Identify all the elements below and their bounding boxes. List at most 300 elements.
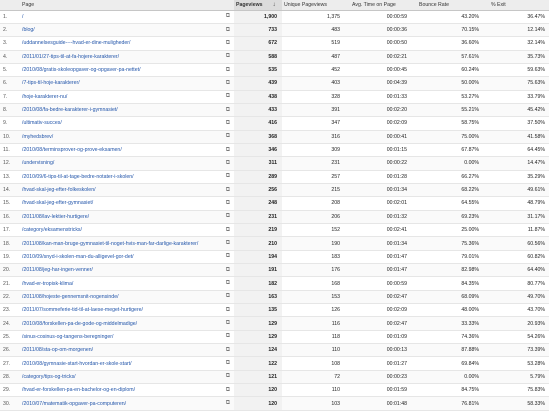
unique-pageviews-value: 72	[282, 370, 350, 383]
page-cell	[20, 344, 220, 357]
exit-value: 41.58%	[489, 130, 549, 143]
external-link-icon[interactable]: ⧉	[225, 320, 230, 327]
avg-time-value: 00:00:41	[350, 130, 417, 143]
link-cell	[220, 237, 234, 250]
pageviews-value: 231	[234, 210, 282, 223]
row-index: 21.	[0, 277, 20, 290]
exit-value: 49.61%	[489, 183, 549, 196]
pageviews-value: 129	[234, 330, 282, 343]
pageviews-value: 120	[234, 397, 282, 410]
external-link-icon[interactable]: ⧉	[225, 333, 230, 340]
page-cell	[20, 384, 220, 397]
unique-pageviews-value: 328	[282, 90, 350, 103]
external-link-icon[interactable]: ⧉	[225, 39, 230, 46]
bounce-rate-value: 75.36%	[417, 237, 489, 250]
unique-pageviews-value: 190	[282, 237, 350, 250]
page-cell	[20, 197, 220, 210]
bounce-rate-value: 84.35%	[417, 277, 489, 290]
row-index: 2.	[0, 23, 20, 36]
page-link[interactable]: /2010/08/gratis-skoleopgaver-og-opgaver-pa-nettet/	[22, 67, 141, 74]
pageviews-value: 210	[234, 237, 282, 250]
exit-value: 33.79%	[489, 90, 549, 103]
page-cell	[20, 143, 220, 156]
table-row	[0, 237, 549, 250]
exit-value: 36.47%	[489, 10, 549, 23]
external-link-icon[interactable]: ⧉	[225, 360, 230, 367]
page-cell	[20, 183, 220, 196]
pageviews-value: 163	[234, 290, 282, 303]
table-row	[0, 264, 549, 277]
row-index: 11.	[0, 143, 20, 156]
external-link-icon[interactable]: ⧉	[225, 159, 230, 166]
unique-pageviews-value: 183	[282, 250, 350, 263]
page-link[interactable]: /2011/01/27-tips-til-at-fa-hojere-karakterer/	[22, 53, 120, 60]
exit-value: 75.83%	[489, 384, 549, 397]
exit-value: 48.79%	[489, 197, 549, 210]
table-row	[0, 370, 549, 383]
external-link-icon[interactable]: ⧉	[225, 93, 230, 100]
avg-time-value: 00:01:34	[350, 183, 417, 196]
bounce-rate-value: 87.88%	[417, 344, 489, 357]
exit-header-label: % Exit	[491, 1, 506, 8]
pageviews-value: 672	[234, 37, 282, 50]
avg-time-value: 00:02:47	[350, 290, 417, 303]
table-row	[0, 23, 549, 36]
external-link-icon[interactable]: ⧉	[225, 293, 230, 300]
link-cell	[220, 50, 234, 63]
page-link[interactable]: /undervisning/	[22, 160, 55, 167]
pageviews-header[interactable]	[234, 0, 282, 10]
external-link-icon[interactable]: ⧉	[225, 119, 230, 126]
external-link-icon[interactable]: ⧉	[225, 386, 230, 393]
page-link[interactable]: /2011/08/lav-lektier-hurtigere/	[22, 213, 90, 220]
bounce-rate-value: 75.00%	[417, 130, 489, 143]
bounce-rate-header[interactable]	[417, 0, 489, 10]
page-cell	[20, 250, 220, 263]
pageviews-value: 129	[234, 317, 282, 330]
pageviews-value: 439	[234, 77, 282, 90]
bounce-rate-value: 74.36%	[417, 330, 489, 343]
page-cell	[20, 117, 220, 130]
avg-time-value: 00:00:13	[350, 344, 417, 357]
table-row	[0, 317, 549, 330]
unique-pageviews-value: 208	[282, 197, 350, 210]
bounce-rate-value: 33.33%	[417, 317, 489, 330]
page-link[interactable]: /2010/09/snyd-i-skolen-man-du-alligevel-gor-det/	[22, 253, 134, 260]
exit-value: 5.79%	[489, 370, 549, 383]
exit-value: 64.45%	[489, 143, 549, 156]
avg-time-value: 00:01:47	[350, 250, 417, 263]
page-link[interactable]: /2010/08/gymnasie-start-hvordan-er-skole-start/	[22, 360, 132, 367]
pageviews-value: 289	[234, 170, 282, 183]
bounce-rate-value: 68.22%	[417, 183, 489, 196]
link-cell	[220, 197, 234, 210]
exit-value: 59.63%	[489, 63, 549, 76]
row-index: 18.	[0, 237, 20, 250]
external-link-icon[interactable]: ⧉	[225, 199, 230, 206]
bounce-rate-value: 67.87%	[417, 143, 489, 156]
page-cell	[20, 304, 220, 317]
row-index: 12.	[0, 157, 20, 170]
bounce-rate-value: 69.84%	[417, 357, 489, 370]
exit-value: 45.42%	[489, 103, 549, 116]
pageviews-value: 122	[234, 357, 282, 370]
external-link-icon[interactable]: ⧉	[225, 106, 230, 113]
row-index: 24.	[0, 317, 20, 330]
page-cell	[20, 277, 220, 290]
bounce-rate-value: 84.75%	[417, 384, 489, 397]
page-cell	[20, 90, 220, 103]
table-row	[0, 10, 549, 23]
page-cell	[20, 23, 220, 36]
pageviews-value: 416	[234, 117, 282, 130]
row-index: 7.	[0, 90, 20, 103]
link-cell	[220, 370, 234, 383]
row-index: 25.	[0, 330, 20, 343]
external-link-icon[interactable]: ⧉	[225, 26, 230, 33]
page-link[interactable]: /myhedsbrev/	[22, 133, 54, 140]
page-cell	[20, 77, 220, 90]
link-cell	[220, 23, 234, 36]
page-cell	[20, 224, 220, 237]
row-index: 8.	[0, 103, 20, 116]
bounce-rate-value: 36.60%	[417, 37, 489, 50]
link-cell	[220, 143, 234, 156]
exit-value: 60.56%	[489, 237, 549, 250]
exit-value: 14.47%	[489, 157, 549, 170]
external-link-icon[interactable]: ⧉	[225, 373, 230, 380]
avg-time-value: 00:02:09	[350, 304, 417, 317]
link-cell	[220, 344, 234, 357]
link-cell	[220, 330, 234, 343]
row-index: 19.	[0, 250, 20, 263]
row-index: 15.	[0, 197, 20, 210]
external-link-icon[interactable]: ⧉	[225, 266, 230, 273]
row-index: 16.	[0, 210, 20, 223]
sort-descending-icon[interactable]: ↓	[272, 1, 276, 8]
external-link-icon[interactable]: ⧉	[225, 146, 230, 153]
exit-value: 43.70%	[489, 304, 549, 317]
exit-value: 35.29%	[489, 170, 549, 183]
exit-value: 49.70%	[489, 290, 549, 303]
avg-time-value: 00:02:47	[350, 317, 417, 330]
page-cell	[20, 264, 220, 277]
row-index: 28.	[0, 370, 20, 383]
table-row	[0, 384, 549, 397]
external-link-icon[interactable]: ⧉	[225, 253, 230, 260]
bounce-rate-value: 68.09%	[417, 290, 489, 303]
pageviews-value: 368	[234, 130, 282, 143]
exit-value: 58.33%	[489, 397, 549, 410]
pageviews-header-label: Pageviews	[236, 1, 263, 8]
unique-pageviews-value: 316	[282, 130, 350, 143]
page-link[interactable]: /2011/08/hojeste-gennemsnit-nogensinde/	[22, 293, 119, 300]
unique-pageviews-value: 347	[282, 117, 350, 130]
table-row	[0, 183, 549, 196]
unique-pageviews-value: 215	[282, 183, 350, 196]
external-link-icon[interactable]: ⧉	[225, 306, 230, 313]
page-cell	[20, 317, 220, 330]
bounce-rate-value: 79.01%	[417, 250, 489, 263]
page-link[interactable]: /2010/08/terminsprover-og-prove-eksamen/	[22, 147, 122, 154]
pageviews-value: 248	[234, 197, 282, 210]
row-index: 1.	[0, 10, 20, 23]
unique-pageviews-value: 309	[282, 143, 350, 156]
exit-value: 54.26%	[489, 330, 549, 343]
row-index: 23.	[0, 304, 20, 317]
table-row	[0, 397, 549, 410]
pageviews-value: 433	[234, 103, 282, 116]
page-link[interactable]: /2010/08/fa-bedre-karakterer-i-gymnasiet/	[22, 107, 118, 114]
table-row	[0, 90, 549, 103]
avg-time-value: 00:00:50	[350, 37, 417, 50]
table-row	[0, 250, 549, 263]
table-row	[0, 103, 549, 116]
bounce-rate-value: 64.55%	[417, 197, 489, 210]
page-link[interactable]: /sinus-cosinus-og-tangens-beregninger/	[22, 333, 114, 340]
pageviews-value: 191	[234, 264, 282, 277]
table-row	[0, 157, 549, 170]
exit-value: 80.77%	[489, 277, 549, 290]
avg-time-value: 00:01:34	[350, 237, 417, 250]
page-link[interactable]: /category/eksamenstricks/	[22, 227, 82, 234]
pageviews-value: 1,900	[234, 10, 282, 23]
unique-pageviews-value: 257	[282, 170, 350, 183]
avg-time-value: 00:01:28	[350, 170, 417, 183]
external-link-icon[interactable]: ⧉	[225, 13, 230, 20]
page-cell	[20, 10, 220, 23]
page-cell	[20, 330, 220, 343]
pageviews-value: 194	[234, 250, 282, 263]
page-link[interactable]: /2010/09/6-tips-til-at-tage-bedre-notater-i-skolen/	[22, 173, 134, 180]
avg-time-value: 00:02:20	[350, 103, 417, 116]
exit-header[interactable]	[489, 0, 549, 10]
unique-pageviews-value: 1,375	[282, 10, 350, 23]
page-cell	[20, 130, 220, 143]
page-cell	[20, 170, 220, 183]
exit-value: 37.50%	[489, 117, 549, 130]
unique-pageviews-value: 152	[282, 224, 350, 237]
page-cell	[20, 210, 220, 223]
bounce-rate-value: 25.00%	[417, 224, 489, 237]
page-link[interactable]: /2011/07/sommeferie-tid-til-at-laese-meget-hurtigere/	[22, 307, 143, 314]
link-cell	[220, 384, 234, 397]
exit-value: 75.63%	[489, 77, 549, 90]
external-link-icon[interactable]: ⧉	[225, 173, 230, 180]
page-link[interactable]: /hoje-karakterer-nu/	[22, 93, 68, 100]
unique-pageviews-value: 103	[282, 397, 350, 410]
unique-pageviews-value: 108	[282, 357, 350, 370]
link-cell	[220, 397, 234, 410]
bounce-rate-value: 70.15%	[417, 23, 489, 36]
link-cell	[220, 103, 234, 116]
unique-pageviews-value: 153	[282, 290, 350, 303]
pageviews-value: 535	[234, 63, 282, 76]
bounce-rate-value: 48.00%	[417, 304, 489, 317]
row-index: 14.	[0, 183, 20, 196]
bounce-rate-value: 0.00%	[417, 157, 489, 170]
table-row	[0, 117, 549, 130]
bounce-rate-value: 82.98%	[417, 264, 489, 277]
unique-pageviews-value: 110	[282, 344, 350, 357]
page-cell	[20, 397, 220, 410]
bounce-rate-value: 76.81%	[417, 397, 489, 410]
link-cell	[220, 250, 234, 263]
bounce-rate-value: 69.23%	[417, 210, 489, 223]
page-link[interactable]: /2011/08/sta-op-om-morgenen/	[22, 347, 94, 354]
avg-time-value: 00:01:47	[350, 264, 417, 277]
page-link[interactable]: /2010/07/matematik-opgaver-pa-computeren/	[22, 400, 127, 407]
page-link[interactable]: /hvad-er-forskellen-pa-en-bachelor-og-en-diplom/	[22, 387, 136, 394]
avg-time-value: 00:00:45	[350, 63, 417, 76]
page-link[interactable]: /hvad-skal-jeg-efter-gymnasiet/	[22, 200, 94, 207]
page-link[interactable]: /	[22, 13, 24, 20]
unique-pageviews-value: 116	[282, 317, 350, 330]
link-cell	[220, 63, 234, 76]
row-index: 22.	[0, 290, 20, 303]
page-link[interactable]: /7-tips-til-hoje-karakterer/	[22, 80, 80, 87]
index-header	[0, 0, 20, 10]
external-link-icon[interactable]: ⧉	[225, 213, 230, 220]
page-cell	[20, 50, 220, 63]
row-index: 26.	[0, 344, 20, 357]
external-link-icon[interactable]: ⧉	[225, 79, 230, 86]
page-link[interactable]: /2011/08/kan-man-bruge-gymnasiet-til-noget-hvis-man-far-darlige-karakterer/	[22, 240, 199, 247]
table-row	[0, 63, 549, 76]
link-cell	[220, 264, 234, 277]
table-header-row	[0, 0, 549, 10]
avg-time-header-label: Avg. Time on Page	[352, 1, 396, 8]
page-link[interactable]: /uddannelsesguide----hvad-er-dine-muligheder/	[22, 40, 131, 47]
link-cell	[220, 183, 234, 196]
page-cell	[20, 290, 220, 303]
unique-pageviews-value: 452	[282, 63, 350, 76]
pageviews-value: 120	[234, 384, 282, 397]
avg-time-value: 00:02:01	[350, 197, 417, 210]
pageviews-value: 588	[234, 50, 282, 63]
table-row	[0, 37, 549, 50]
page-cell	[20, 103, 220, 116]
external-link-icon[interactable]: ⧉	[225, 133, 230, 140]
table-row	[0, 344, 549, 357]
unique-pageviews-value: 483	[282, 23, 350, 36]
pageviews-value: 733	[234, 23, 282, 36]
page-link[interactable]: /blog/	[22, 27, 35, 34]
unique-pageviews-value: 403	[282, 77, 350, 90]
external-link-icon[interactable]: ⧉	[225, 66, 230, 73]
exit-value: 11.87%	[489, 224, 549, 237]
page-cell	[20, 237, 220, 250]
unique-pageviews-value: 519	[282, 37, 350, 50]
avg-time-value: 00:02:41	[350, 224, 417, 237]
external-link-icon[interactable]: ⧉	[225, 280, 230, 287]
link-cell	[220, 170, 234, 183]
page-link[interactable]: /ultimativ-succes/	[22, 120, 62, 127]
bounce-rate-value: 43.20%	[417, 10, 489, 23]
table-row	[0, 277, 549, 290]
external-link-icon[interactable]: ⧉	[225, 240, 230, 247]
link-cell	[220, 277, 234, 290]
page-cell	[20, 157, 220, 170]
row-index: 30.	[0, 397, 20, 410]
pageviews-value: 182	[234, 277, 282, 290]
page-link[interactable]: /hvad-er-tropisk-klima/	[22, 280, 74, 287]
link-cell	[220, 224, 234, 237]
avg-time-value: 00:00:59	[350, 10, 417, 23]
avg-time-value: 00:01:48	[350, 397, 417, 410]
page-link[interactable]: /hvad-skal-jeg-efter-folkeskolen/	[22, 187, 96, 194]
avg-time-value: 00:04:39	[350, 77, 417, 90]
page-cell	[20, 370, 220, 383]
bounce-rate-value: 53.27%	[417, 90, 489, 103]
unique-pageviews-header-label: Unique Pageviews	[284, 1, 327, 8]
unique-pageviews-header[interactable]	[282, 0, 350, 10]
external-link-icon[interactable]: ⧉	[225, 400, 230, 407]
exit-value: 31.17%	[489, 210, 549, 223]
page-link[interactable]: /2011/08/jeg-har-ingen-venner/	[22, 267, 93, 274]
avg-time-value: 00:01:15	[350, 143, 417, 156]
exit-value: 35.73%	[489, 50, 549, 63]
table-row	[0, 210, 549, 223]
avg-time-value: 00:02:21	[350, 50, 417, 63]
link-cell	[220, 357, 234, 370]
page-link[interactable]: /category/tips-og-tricks/	[22, 373, 76, 380]
unique-pageviews-value: 126	[282, 304, 350, 317]
pageviews-value: 121	[234, 370, 282, 383]
row-index: 29.	[0, 384, 20, 397]
external-link-icon[interactable]: ⧉	[225, 186, 230, 193]
external-link-icon[interactable]: ⧉	[225, 346, 230, 353]
exit-value: 60.82%	[489, 250, 549, 263]
row-index: 5.	[0, 63, 20, 76]
table-row	[0, 357, 549, 370]
avg-time-value: 00:01:59	[350, 384, 417, 397]
row-index: 20.	[0, 264, 20, 277]
avg-time-value: 00:00:23	[350, 370, 417, 383]
table-row	[0, 224, 549, 237]
unique-pageviews-value: 231	[282, 157, 350, 170]
link-header	[220, 0, 234, 10]
row-index: 6.	[0, 77, 20, 90]
table-row	[0, 77, 549, 90]
pageviews-value: 124	[234, 344, 282, 357]
avg-time-value: 00:02:09	[350, 117, 417, 130]
link-cell	[220, 117, 234, 130]
pageviews-value: 135	[234, 304, 282, 317]
external-link-icon[interactable]: ⧉	[225, 53, 230, 60]
avg-time-value: 00:01:27	[350, 357, 417, 370]
avg-time-header[interactable]	[350, 0, 417, 10]
page-header[interactable]	[20, 0, 220, 10]
pageviews-value: 256	[234, 183, 282, 196]
link-cell	[220, 77, 234, 90]
external-link-icon[interactable]: ⧉	[225, 226, 230, 233]
page-cell	[20, 357, 220, 370]
link-cell	[220, 37, 234, 50]
bounce-rate-value: 66.27%	[417, 170, 489, 183]
unique-pageviews-value: 487	[282, 50, 350, 63]
unique-pageviews-value: 168	[282, 277, 350, 290]
unique-pageviews-value: 391	[282, 103, 350, 116]
exit-value: 64.40%	[489, 264, 549, 277]
bounce-rate-value: 55.21%	[417, 103, 489, 116]
exit-value: 53.28%	[489, 357, 549, 370]
unique-pageviews-value: 118	[282, 330, 350, 343]
bounce-rate-header-label: Bounce Rate	[419, 1, 449, 8]
link-cell	[220, 90, 234, 103]
page-link[interactable]: /2010/08/forskellen-pa-de-gode-og-middelmadige/	[22, 320, 138, 327]
unique-pageviews-value: 110	[282, 384, 350, 397]
